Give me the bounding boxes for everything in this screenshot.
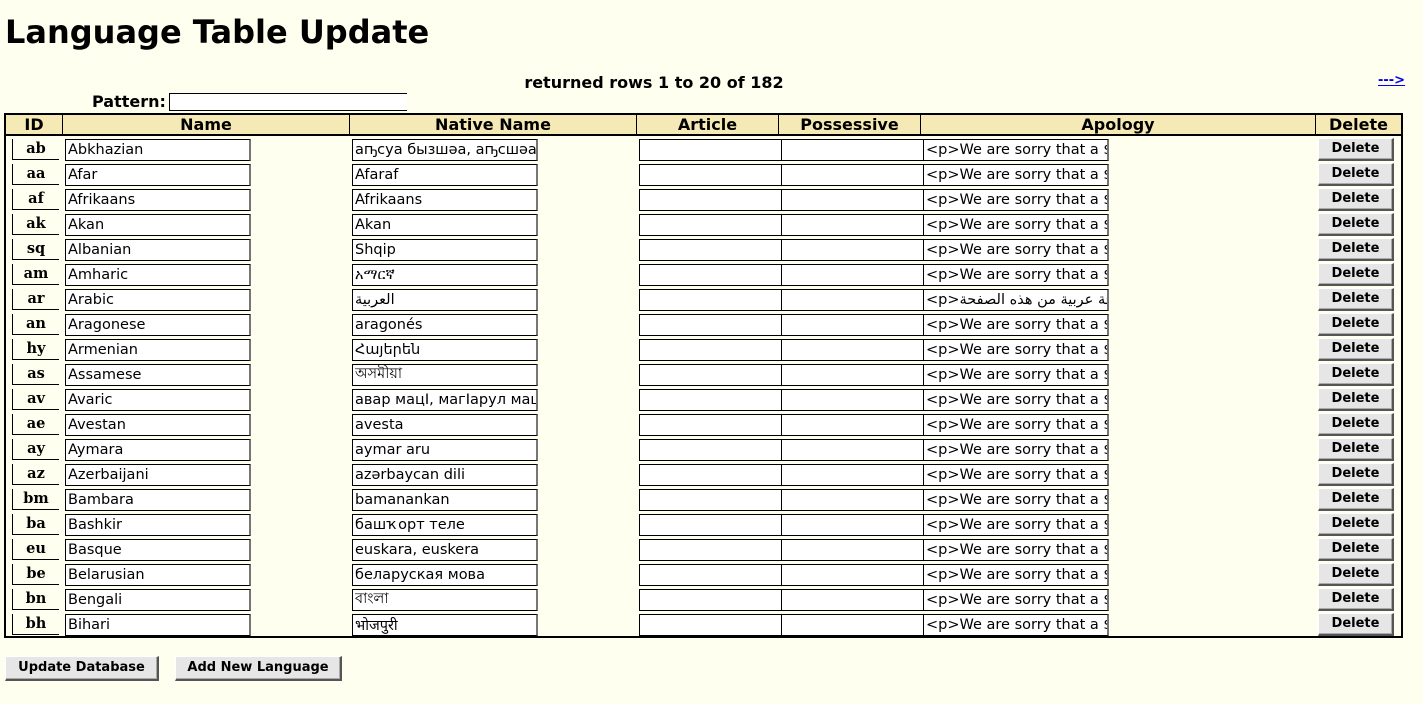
cell-id xyxy=(6,261,63,286)
language-id: av xyxy=(12,389,59,410)
table-row xyxy=(6,311,1401,336)
apology-input[interactable] xyxy=(923,264,1109,286)
apology-input[interactable] xyxy=(923,389,1109,411)
delete-button[interactable]: Delete xyxy=(1318,438,1394,461)
name-input[interactable] xyxy=(65,514,251,536)
cell-name xyxy=(63,186,350,211)
table-row xyxy=(6,236,1401,261)
cell-delete xyxy=(1316,186,1401,211)
cell-article xyxy=(637,236,779,261)
cell-apology xyxy=(921,336,1316,361)
language-id: az xyxy=(12,464,59,485)
update-database-button[interactable]: Update Database xyxy=(5,656,159,681)
language-id: ak xyxy=(12,214,59,235)
cell-apology xyxy=(921,486,1316,511)
cell-name xyxy=(63,511,350,536)
name-input[interactable] xyxy=(65,389,251,411)
name-input[interactable] xyxy=(65,364,251,386)
language-id: aa xyxy=(12,164,59,185)
cell-id xyxy=(6,236,63,261)
language-id: an xyxy=(12,314,59,335)
name-input[interactable] xyxy=(65,189,251,211)
cell-article xyxy=(637,311,779,336)
native-name-input[interactable] xyxy=(352,439,538,461)
cell-native-name xyxy=(350,461,637,486)
cell-delete xyxy=(1316,161,1401,186)
table-row xyxy=(6,361,1401,386)
cell-name xyxy=(63,436,350,461)
cell-name xyxy=(63,336,350,361)
cell-article xyxy=(637,536,779,561)
cell-id xyxy=(6,611,63,636)
cell-apology xyxy=(921,561,1316,586)
cell-delete xyxy=(1316,611,1401,636)
cell-delete xyxy=(1316,336,1401,361)
table-row xyxy=(6,611,1401,636)
cell-delete xyxy=(1316,261,1401,286)
cell-article xyxy=(637,136,779,161)
cell-id xyxy=(6,486,63,511)
apology-input[interactable] xyxy=(923,189,1109,211)
cell-name xyxy=(63,261,350,286)
cell-delete xyxy=(1316,311,1401,336)
cell-article xyxy=(637,611,779,636)
language-id: sq xyxy=(12,239,59,260)
language-id: ab xyxy=(12,139,59,160)
cell-native-name xyxy=(350,586,637,611)
cell-native-name xyxy=(350,561,637,586)
delete-button[interactable]: Delete xyxy=(1318,413,1394,436)
apology-input[interactable] xyxy=(923,489,1109,511)
apology-input[interactable] xyxy=(923,139,1109,161)
language-id: bh xyxy=(12,614,59,635)
cell-possessive xyxy=(779,561,921,586)
cell-native-name xyxy=(350,211,637,236)
cell-delete xyxy=(1316,586,1401,611)
native-name-input[interactable] xyxy=(352,389,538,411)
cell-id xyxy=(6,311,63,336)
cell-id xyxy=(6,361,63,386)
cell-native-name xyxy=(350,486,637,511)
pattern-label: Pattern: xyxy=(92,92,166,111)
cell-delete xyxy=(1316,436,1401,461)
cell-id xyxy=(6,136,63,161)
cell-possessive xyxy=(779,361,921,386)
language-id: as xyxy=(12,364,59,385)
cell-possessive xyxy=(779,611,921,636)
name-input[interactable] xyxy=(65,439,251,461)
header-possessive: Possessive xyxy=(779,115,921,136)
cell-article xyxy=(637,286,779,311)
language-id: eu xyxy=(12,539,59,560)
cell-native-name xyxy=(350,286,637,311)
name-input[interactable] xyxy=(65,589,251,611)
name-input[interactable] xyxy=(65,264,251,286)
cell-name xyxy=(63,611,350,636)
name-input[interactable] xyxy=(65,489,251,511)
cell-id xyxy=(6,436,63,461)
cell-article xyxy=(637,586,779,611)
name-input[interactable] xyxy=(65,564,251,586)
name-input[interactable] xyxy=(65,314,251,336)
delete-button[interactable]: Delete xyxy=(1318,488,1394,511)
native-name-input[interactable] xyxy=(352,189,538,211)
cell-name xyxy=(63,411,350,436)
add-new-language-button[interactable]: Add New Language xyxy=(175,656,342,681)
cell-article xyxy=(637,461,779,486)
native-name-input[interactable] xyxy=(352,539,538,561)
cell-apology xyxy=(921,436,1316,461)
table-row xyxy=(6,286,1401,311)
next-page-link[interactable]: ---> xyxy=(1378,73,1406,88)
native-name-input[interactable] xyxy=(352,364,538,386)
row-count-info: returned rows 1 to 20 of 182 xyxy=(524,73,784,92)
cell-name xyxy=(63,561,350,586)
cell-delete xyxy=(1316,211,1401,236)
cell-apology xyxy=(921,411,1316,436)
delete-button[interactable]: Delete xyxy=(1318,563,1394,586)
language-id: am xyxy=(12,264,59,285)
name-input[interactable] xyxy=(65,614,251,636)
cell-id xyxy=(6,586,63,611)
cell-id xyxy=(6,561,63,586)
table-row xyxy=(6,536,1401,561)
native-name-input[interactable] xyxy=(352,289,538,311)
native-name-input[interactable] xyxy=(352,564,538,586)
delete-button[interactable]: Delete xyxy=(1318,188,1394,211)
native-name-input[interactable] xyxy=(352,139,538,161)
apology-input[interactable] xyxy=(923,339,1109,361)
apology-input[interactable] xyxy=(923,414,1109,436)
cell-article xyxy=(637,186,779,211)
cell-native-name xyxy=(350,336,637,361)
cell-delete xyxy=(1316,561,1401,586)
name-input[interactable] xyxy=(65,464,251,486)
cell-possessive xyxy=(779,436,921,461)
table-row xyxy=(6,561,1401,586)
cell-id xyxy=(6,336,63,361)
native-name-input[interactable] xyxy=(352,464,538,486)
delete-button[interactable]: Delete xyxy=(1318,263,1394,286)
native-name-input[interactable] xyxy=(352,214,538,236)
cell-apology xyxy=(921,161,1316,186)
delete-button[interactable]: Delete xyxy=(1318,288,1394,311)
cell-possessive xyxy=(779,136,921,161)
table-row xyxy=(6,336,1401,361)
cell-possessive xyxy=(779,536,921,561)
cell-delete xyxy=(1316,461,1401,486)
cell-name xyxy=(63,236,350,261)
delete-button[interactable]: Delete xyxy=(1318,613,1394,636)
cell-name xyxy=(63,361,350,386)
cell-name xyxy=(63,586,350,611)
cell-name xyxy=(63,536,350,561)
apology-input[interactable] xyxy=(923,514,1109,536)
table-row xyxy=(6,461,1401,486)
language-id: be xyxy=(12,564,59,585)
cell-name xyxy=(63,461,350,486)
cell-possessive xyxy=(779,511,921,536)
cell-possessive xyxy=(779,286,921,311)
cell-apology xyxy=(921,286,1316,311)
cell-name xyxy=(63,161,350,186)
delete-button[interactable]: Delete xyxy=(1318,138,1394,161)
apology-input[interactable] xyxy=(923,239,1109,261)
cell-possessive xyxy=(779,386,921,411)
cell-name xyxy=(63,286,350,311)
page-title: Language Table Update xyxy=(5,13,430,51)
cell-article xyxy=(637,386,779,411)
cell-name xyxy=(63,386,350,411)
cell-name xyxy=(63,486,350,511)
native-name-input[interactable] xyxy=(352,314,538,336)
native-name-input[interactable] xyxy=(352,339,538,361)
cell-native-name xyxy=(350,436,637,461)
cell-id xyxy=(6,386,63,411)
name-input[interactable] xyxy=(65,139,251,161)
cell-delete xyxy=(1316,236,1401,261)
delete-button[interactable]: Delete xyxy=(1318,238,1394,261)
apology-input[interactable] xyxy=(923,439,1109,461)
apology-input[interactable] xyxy=(923,614,1109,636)
language-id: hy xyxy=(12,339,59,360)
cell-delete xyxy=(1316,511,1401,536)
language-id: ay xyxy=(12,439,59,460)
table-header-row xyxy=(6,115,1401,136)
cell-id xyxy=(6,286,63,311)
cell-possessive xyxy=(779,236,921,261)
cell-name xyxy=(63,211,350,236)
cell-possessive xyxy=(779,411,921,436)
cell-article xyxy=(637,486,779,511)
table-row xyxy=(6,411,1401,436)
cell-apology xyxy=(921,236,1316,261)
cell-apology xyxy=(921,386,1316,411)
language-id: ba xyxy=(12,514,59,535)
cell-article xyxy=(637,561,779,586)
language-id: bm xyxy=(12,489,59,510)
apology-input[interactable] xyxy=(923,289,1109,311)
cell-native-name xyxy=(350,511,637,536)
table-row xyxy=(6,186,1401,211)
cell-native-name xyxy=(350,361,637,386)
table-row xyxy=(6,136,1401,161)
native-name-input[interactable] xyxy=(352,239,538,261)
cell-native-name xyxy=(350,136,637,161)
cell-possessive xyxy=(779,161,921,186)
cell-delete xyxy=(1316,136,1401,161)
native-name-input[interactable] xyxy=(352,489,538,511)
cell-id xyxy=(6,161,63,186)
cell-apology xyxy=(921,611,1316,636)
cell-id xyxy=(6,186,63,211)
native-name-input[interactable] xyxy=(352,589,538,611)
native-name-input[interactable] xyxy=(352,614,538,636)
delete-button[interactable]: Delete xyxy=(1318,463,1394,486)
header-name: Name xyxy=(63,115,350,136)
name-input[interactable] xyxy=(65,164,251,186)
table-row xyxy=(6,211,1401,236)
cell-delete xyxy=(1316,411,1401,436)
cell-name xyxy=(63,311,350,336)
cell-possessive xyxy=(779,186,921,211)
delete-button[interactable]: Delete xyxy=(1318,213,1394,236)
name-input[interactable] xyxy=(65,339,251,361)
cell-id xyxy=(6,211,63,236)
cell-id xyxy=(6,536,63,561)
name-input[interactable] xyxy=(65,239,251,261)
delete-button[interactable]: Delete xyxy=(1318,538,1394,561)
pattern-input[interactable] xyxy=(169,93,407,111)
name-input[interactable] xyxy=(65,289,251,311)
cell-apology xyxy=(921,461,1316,486)
cell-apology xyxy=(921,136,1316,161)
cell-article xyxy=(637,261,779,286)
name-input[interactable] xyxy=(65,539,251,561)
cell-delete xyxy=(1316,286,1401,311)
language-id: af xyxy=(12,189,59,210)
native-name-input[interactable] xyxy=(352,264,538,286)
cell-native-name xyxy=(350,236,637,261)
cell-delete xyxy=(1316,486,1401,511)
cell-possessive xyxy=(779,211,921,236)
delete-button[interactable]: Delete xyxy=(1318,338,1394,361)
cell-article xyxy=(637,411,779,436)
header-id: ID xyxy=(6,115,63,136)
table-row xyxy=(6,436,1401,461)
apology-input[interactable] xyxy=(923,214,1109,236)
header-delete: Delete xyxy=(1316,115,1401,136)
table-row xyxy=(6,261,1401,286)
cell-possessive xyxy=(779,311,921,336)
cell-possessive xyxy=(779,586,921,611)
cell-delete xyxy=(1316,536,1401,561)
cell-apology xyxy=(921,536,1316,561)
delete-button[interactable]: Delete xyxy=(1318,388,1394,411)
apology-input[interactable] xyxy=(923,464,1109,486)
delete-button[interactable]: Delete xyxy=(1318,588,1394,611)
name-input[interactable] xyxy=(65,214,251,236)
native-name-input[interactable] xyxy=(352,514,538,536)
cell-apology xyxy=(921,586,1316,611)
cell-apology xyxy=(921,361,1316,386)
language-id: ar xyxy=(12,289,59,310)
cell-apology xyxy=(921,186,1316,211)
cell-article xyxy=(637,211,779,236)
cell-id xyxy=(6,511,63,536)
language-table xyxy=(4,113,1403,638)
cell-delete xyxy=(1316,361,1401,386)
table-row xyxy=(6,586,1401,611)
cell-article xyxy=(637,436,779,461)
cell-native-name xyxy=(350,536,637,561)
apology-input[interactable] xyxy=(923,314,1109,336)
cell-name xyxy=(63,136,350,161)
language-id: bn xyxy=(12,589,59,610)
apology-input[interactable] xyxy=(923,164,1109,186)
cell-id xyxy=(6,461,63,486)
apology-input[interactable] xyxy=(923,589,1109,611)
delete-button[interactable]: Delete xyxy=(1318,313,1394,336)
cell-article xyxy=(637,361,779,386)
header-article: Article xyxy=(637,115,779,136)
table-row xyxy=(6,486,1401,511)
name-input[interactable] xyxy=(65,414,251,436)
header-apology: Apology xyxy=(921,115,1316,136)
table-row xyxy=(6,386,1401,411)
language-id: ae xyxy=(12,414,59,435)
apology-input[interactable] xyxy=(923,539,1109,561)
cell-delete xyxy=(1316,386,1401,411)
table-row xyxy=(6,511,1401,536)
delete-button[interactable]: Delete xyxy=(1318,163,1394,186)
delete-button[interactable]: Delete xyxy=(1318,363,1394,386)
apology-input[interactable] xyxy=(923,364,1109,386)
cell-id xyxy=(6,411,63,436)
native-name-input[interactable] xyxy=(352,414,538,436)
cell-apology xyxy=(921,261,1316,286)
cell-native-name xyxy=(350,386,637,411)
cell-apology xyxy=(921,311,1316,336)
header-native-name: Native Name xyxy=(350,115,637,136)
cell-possessive xyxy=(779,261,921,286)
cell-native-name xyxy=(350,411,637,436)
pattern-filter xyxy=(92,92,407,112)
cell-native-name xyxy=(350,311,637,336)
cell-possessive xyxy=(779,336,921,361)
native-name-input[interactable] xyxy=(352,164,538,186)
cell-native-name xyxy=(350,161,637,186)
cell-article xyxy=(637,336,779,361)
cell-native-name xyxy=(350,261,637,286)
cell-possessive xyxy=(779,486,921,511)
cell-possessive xyxy=(779,461,921,486)
cell-apology xyxy=(921,211,1316,236)
cell-native-name xyxy=(350,186,637,211)
cell-native-name xyxy=(350,611,637,636)
cell-article xyxy=(637,511,779,536)
apology-input[interactable] xyxy=(923,564,1109,586)
delete-button[interactable]: Delete xyxy=(1318,513,1394,536)
table-row xyxy=(6,161,1401,186)
cell-article xyxy=(637,161,779,186)
cell-apology xyxy=(921,511,1316,536)
